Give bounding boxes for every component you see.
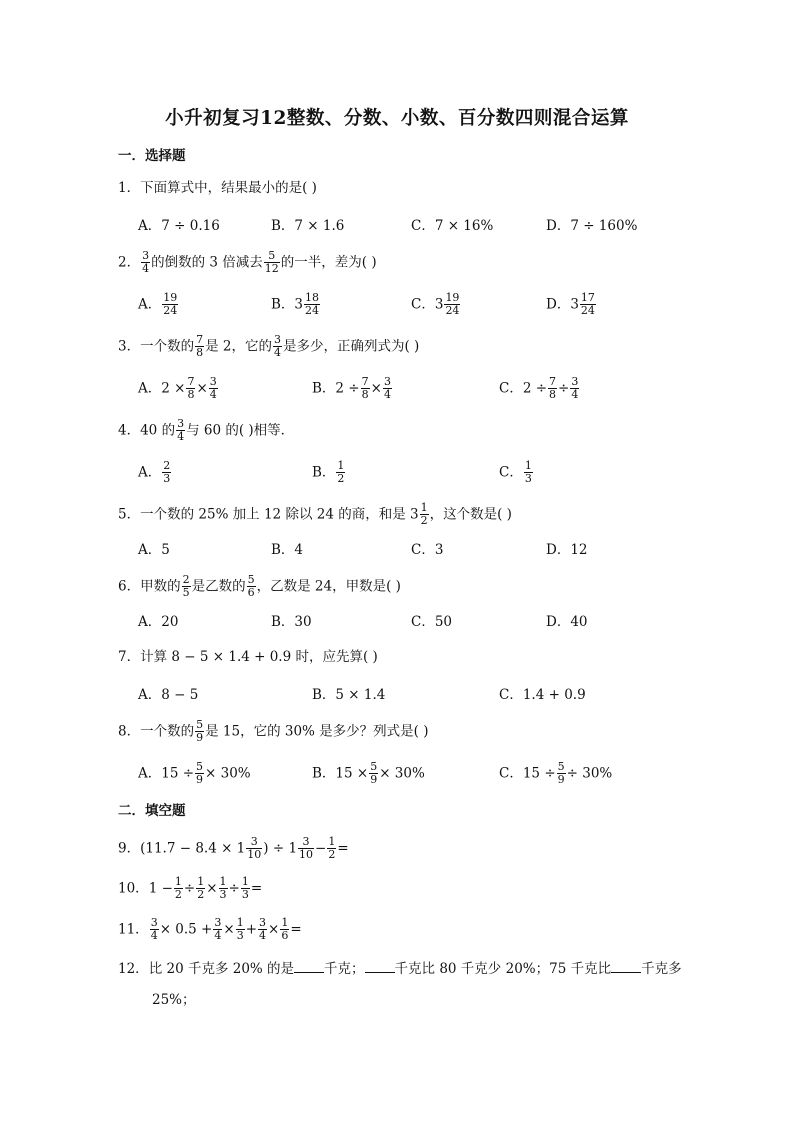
section-heading-choice: 一．选择题 — [118, 148, 186, 164]
q7-option-b[interactable]: B．5 × 1.4 — [312, 687, 386, 703]
question-12-continuation: 25%； — [152, 992, 196, 1008]
q6-option-b[interactable]: B．30 — [271, 614, 312, 630]
q6-option-c[interactable]: C．50 — [411, 614, 453, 630]
question-2 — [118, 250, 377, 275]
q4-option-a[interactable]: A． $\frac{2}{3}$ — [138, 459, 171, 485]
question-text: 的倒数的 3 倍减去 — [151, 254, 263, 271]
question-6: 6．甲数的 $\frac{2}{5}$ 是乙数的 $\frac{5}{6}$ ，乙数是 24，甲数是( ) — [118, 573, 401, 599]
question-text: 下面算式中，结果最小的是( ) — [140, 180, 317, 196]
question-8: 8．一个数的 $\frac{5}{9}$ 是 15，它的 30% 是多少？列式是( ) — [118, 718, 429, 744]
fraction: $\frac{5}{12}$ — [264, 249, 279, 275]
question-number: 2． — [118, 254, 141, 271]
question-number: 1． — [118, 180, 141, 196]
answer-blank[interactable] — [294, 958, 324, 973]
q3-option-c[interactable]: C．2 ÷ $\frac{7}{8}$ ÷ $\frac{3}{4}$ — [499, 375, 579, 401]
q8-option-c[interactable]: C．15 ÷ $\frac{5}{9}$ ÷ 30% — [499, 760, 613, 786]
q5-option-a[interactable]: A．5 — [138, 542, 170, 558]
q1-option-a[interactable]: A．7 ÷ 0.16 — [138, 218, 220, 234]
q2-option-a[interactable]: A． $\frac{19}{24}$ — [138, 291, 178, 317]
q5-option-b[interactable]: B．4 — [271, 542, 304, 558]
answer-blank[interactable] — [365, 958, 395, 973]
q5-option-c[interactable]: C．3 — [411, 542, 444, 558]
q3-option-a[interactable]: A．2 × $\frac{7}{8}$ × $\frac{3}{4}$ — [138, 375, 217, 401]
q2-option-d[interactable]: D．3 $\frac{17}{24}$ — [546, 291, 595, 317]
question-10: 10．1 − $\frac{1}{2}$ ÷ $\frac{1}{2}$ × $\frac{1}{3}$ ÷ $\frac{1}{3}$ = — [118, 875, 263, 901]
page-title: 小升初复习12整数、分数、小数、百分数四则混合运算 — [165, 108, 629, 129]
answer-blank[interactable] — [611, 958, 641, 973]
q4-option-c[interactable]: C． $\frac{1}{3}$ — [499, 459, 532, 485]
q2-option-b[interactable]: B．3 $\frac{18}{24}$ — [271, 291, 320, 317]
question-9: 9．(11.7 − 8.4 × 1 $\frac{3}{10}$ ) ÷ 1 $\frac{3}{10}$ − $\frac{1}{2}$ = — [118, 835, 349, 861]
question-7: 7．计算 8 − 5 × 1.4 + 0.9 时，应先算( ) — [118, 649, 378, 665]
q7-option-c[interactable]: C．1.4 + 0.9 — [499, 687, 586, 703]
q5-option-d[interactable]: D．12 — [546, 542, 588, 558]
question-12: 12．比 20 千克多 20% 的是 千克； 千克比 80 千克少 20%；75 千克比 千克多 — [118, 958, 682, 979]
section-heading-fill: 二．填空题 — [118, 803, 186, 819]
q7-option-a[interactable]: A．8 − 5 — [138, 687, 199, 703]
fraction: $\frac{3}{4}$ — [142, 249, 150, 275]
question-3: 3．一个数的 $\frac{7}{8}$ 是 2，它的 $\frac{3}{4}$ 是多少，正确列式为( ) — [118, 333, 420, 359]
q1-option-b[interactable]: B．7 × 1.6 — [271, 218, 345, 234]
q3-option-b[interactable]: B．2 ÷ $\frac{7}{8}$ × $\frac{3}{4}$ — [312, 375, 391, 401]
question-11: 11． $\frac{3}{4}$ × 0.5 + $\frac{3}{4}$ × $\frac{1}{3}$ + $\frac{3}{4}$ × $\frac{1}{6}$ = — [118, 916, 302, 942]
question-1 — [118, 178, 317, 198]
q1-option-c[interactable]: C．7 × 16% — [411, 218, 494, 234]
q6-option-d[interactable]: D．40 — [546, 614, 588, 630]
q4-option-b[interactable]: B． $\frac{1}{2}$ — [312, 459, 345, 485]
question-5: 5．一个数的 25% 加上 12 除以 24 的商，和是 3 $\frac{1}{2}$ ，这个数是( ) — [118, 501, 512, 527]
q8-option-b[interactable]: B．15 × $\frac{5}{9}$ × 30% — [312, 760, 425, 786]
q8-option-a[interactable]: A．15 ÷ $\frac{5}{9}$ × 30% — [138, 760, 251, 786]
q6-option-a[interactable]: A．20 — [138, 614, 179, 630]
q2-option-c[interactable]: C．3 $\frac{19}{24}$ — [411, 291, 460, 317]
question-4: 4．40 的 $\frac{3}{4}$ 与 60 的( )相等． — [118, 417, 295, 443]
q1-option-d[interactable]: D．7 ÷ 160% — [546, 218, 638, 234]
question-text: 的一半，差为( ) — [280, 254, 377, 271]
